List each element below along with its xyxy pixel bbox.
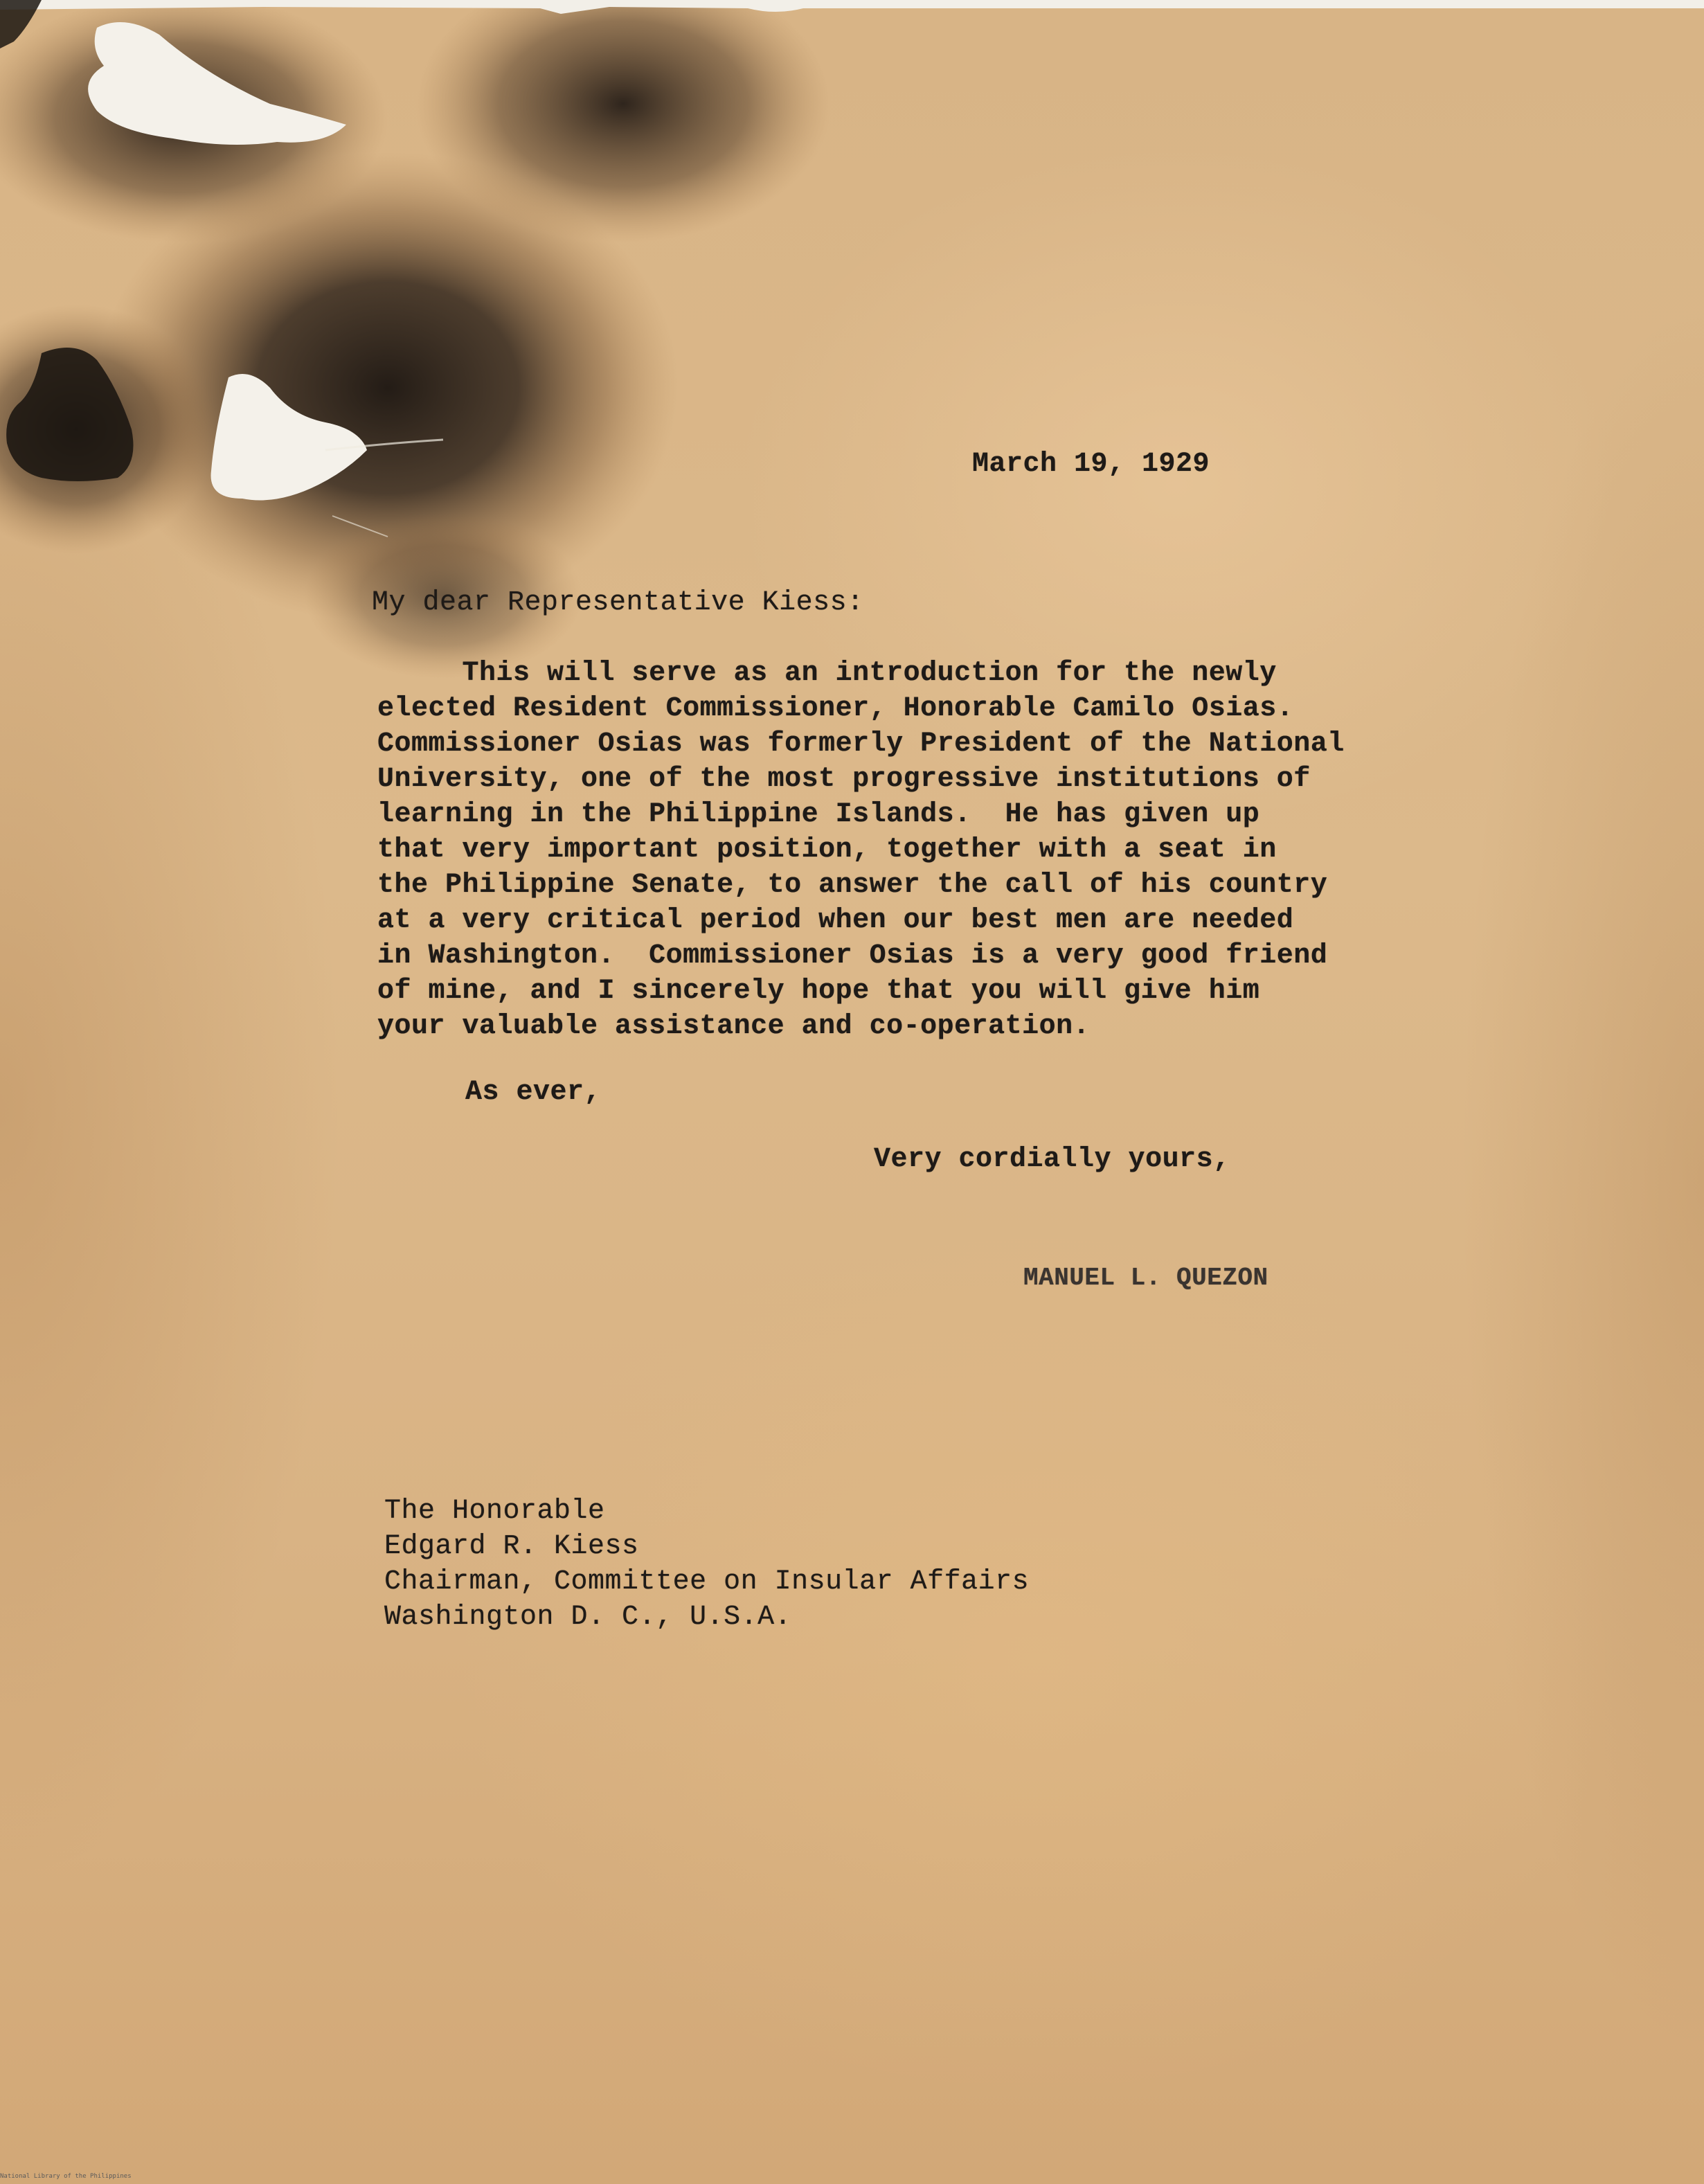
closing-cordially: Very cordially yours, <box>874 1144 1230 1175</box>
archive-footer: National Library of the Philippines <box>0 2173 132 2180</box>
body-line: in Washington. Commissioner Osias is a very good friend <box>377 940 1328 972</box>
letter-date: March 19, 1929 <box>972 449 1210 480</box>
body-line: the Philippine Senate, to answer the call of his country <box>377 870 1328 901</box>
salutation: My dear Representative Kiess: <box>372 587 864 618</box>
body-line: at a very critical period when our best men are needed <box>377 905 1294 936</box>
signature-name: MANUEL L. QUEZON <box>1023 1264 1268 1292</box>
body-line: Commissioner Osias was formerly President of the National <box>377 728 1345 760</box>
body-line: your valuable assistance and co-operation. <box>377 1011 1091 1042</box>
body-line: elected Resident Commissioner, Honorable Camilo Osias. <box>377 693 1294 724</box>
body-line: of mine, and I sincerely hope that you will give him <box>377 976 1260 1007</box>
closing-as-ever: As ever, <box>465 1077 602 1108</box>
address-line: The Honorable <box>384 1496 605 1527</box>
address-line: Chairman, Committee on Insular Affairs <box>384 1566 1030 1597</box>
body-line: learning in the Philippine Islands. He has given up <box>377 799 1260 830</box>
address-line: Edgard R. Kiess <box>384 1531 639 1562</box>
body-line: University, one of the most progressive institutions of <box>377 764 1311 795</box>
body-line: This will serve as an introduction for the newly <box>377 658 1277 689</box>
address-line: Washington D. C., U.S.A. <box>384 1602 792 1633</box>
body-line: that very important position, together with a seat in <box>377 834 1277 866</box>
